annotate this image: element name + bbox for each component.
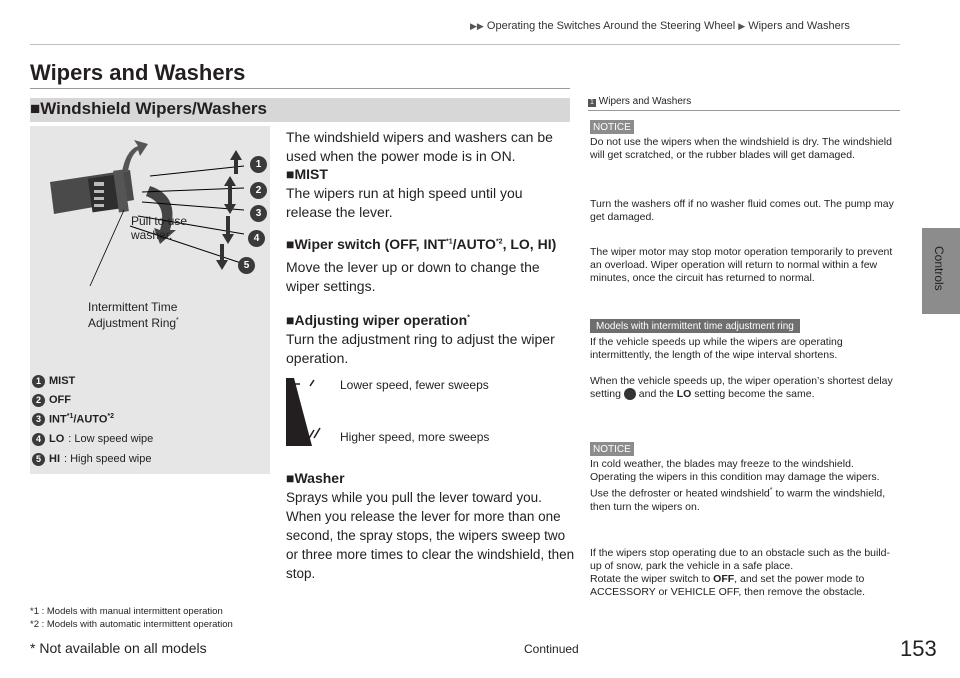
adjusting-heading: ■Adjusting wiper operation*	[286, 312, 470, 328]
callout-1: 1	[250, 156, 267, 173]
square-bullet-icon: ■	[286, 166, 295, 182]
legend-item: 5 HI : High speed wipe	[32, 450, 151, 468]
legend-item: 2 OFF	[32, 391, 71, 409]
speed-scale-icon	[282, 374, 332, 450]
section-heading: ■Windshield Wipers/Washers	[30, 99, 268, 118]
legend-item: 3 INT$^{*1}$/AUTO$^{*2}$	[32, 410, 114, 428]
notice-text: Do not use the wipers when the windshield is dry. The windshield will get scratched, or the rubber blades will get damaged.	[590, 136, 892, 161]
pull-to-use-washer-label: Pull to use washer.	[131, 214, 188, 242]
notice-text: In cold weather, the blades may freeze to the windshield. Operating the wipers in this condition may damage the wipers. Use the defroster or heated windshield* to warm the windshield, then turn the wipers on.	[590, 458, 886, 513]
model-badge: Models with intermittent time adjustment ring	[590, 319, 800, 333]
breadcrumb	[470, 20, 850, 32]
washer-text: Sprays while you pull the lever toward you. When you release the lever for more than one second, the spray stops, the wipers sweep two or three more times to clear the windshield, then stop.	[286, 490, 575, 581]
notice-badge: NOTICE	[590, 442, 634, 456]
callout-4: 4	[248, 230, 265, 247]
note-paragraph: Turn the washers off if no washer fluid comes out. The pump may get damaged.	[590, 198, 894, 223]
wiper-switch-heading: ■Wiper switch (OFF, INT$^{*1}$/AUTO$^{*2}$, LO, HI)	[286, 236, 557, 252]
ring-label: Intermittent Time Adjustment Ring*	[88, 300, 179, 330]
page-number: 153	[900, 636, 937, 661]
breadcrumb-arrow-icon: ▶	[738, 21, 746, 31]
mist-text: The wipers run at high speed until you release the lever.	[286, 185, 523, 220]
legend-item: 4 LO : Low speed wipe	[32, 430, 153, 448]
higher-speed-label: Higher speed, more sweeps	[340, 430, 490, 444]
footnote: *2 : Models with automatic intermittent operation	[30, 619, 233, 630]
note-marker-icon: 1	[588, 99, 596, 107]
intro-text: The windshield wipers and washers can be used when the power mode is in ON.	[286, 129, 553, 164]
note-paragraph: When the vehicle speeds up, the wiper operation’s shortest delay setting and the LO setting become the same.	[590, 375, 893, 400]
callout-2: 2	[250, 182, 267, 199]
divider	[30, 44, 900, 45]
note-paragraph: If the wipers stop operating due to an obstacle such as the build-up of snow, park the vehicle in a safe place. Rotate the wiper switch to OFF, and set the power mode to ACCESSORY or VEHICLE OFF, then remove the obstacle.	[590, 547, 891, 598]
wiper-delay-icon	[624, 388, 636, 400]
side-tab-label: Controls	[932, 246, 946, 291]
washer-heading: ■Washer	[286, 470, 345, 486]
footnote: *1 : Models with manual intermittent operation	[30, 606, 223, 617]
breadcrumb-topic[interactable]: Wipers and Washers	[748, 20, 850, 32]
legend-item: 1 MIST	[32, 372, 75, 390]
lower-speed-label: Lower speed, fewer sweeps	[340, 378, 489, 392]
wiper-switch-text: Move the lever up or down to change the wiper settings.	[286, 259, 540, 294]
adjusting-text: Turn the adjustment ring to adjust the wiper operation.	[286, 331, 555, 366]
note-paragraph: If the vehicle speeds up while the wipers are operating intermittently, the length of the wipe interval shortens.	[590, 336, 843, 361]
breadcrumb-arrow-icon: ▶▶	[470, 21, 484, 31]
note-paragraph: The wiper motor may stop motor operation temporarily to prevent an overload. Wiper operation will return to normal within a few minutes, once the circuit has returned to normal.	[590, 246, 893, 284]
note-heading: 1 Wipers and Washers	[588, 96, 691, 107]
notice-badge: NOTICE	[590, 120, 634, 134]
square-bullet-icon: ■	[30, 99, 41, 118]
page-title: Wipers and Washers	[30, 60, 246, 85]
continued-label: Continued	[524, 642, 579, 656]
divider	[588, 110, 900, 111]
divider	[30, 88, 570, 89]
callout-5: 5	[238, 257, 255, 274]
availability-footnote: * Not available on all models	[30, 640, 207, 656]
mist-heading: ■MIST	[286, 166, 328, 182]
breadcrumb-section[interactable]: Operating the Switches Around the Steering Wheel	[486, 20, 736, 32]
callout-3: 3	[250, 205, 267, 222]
